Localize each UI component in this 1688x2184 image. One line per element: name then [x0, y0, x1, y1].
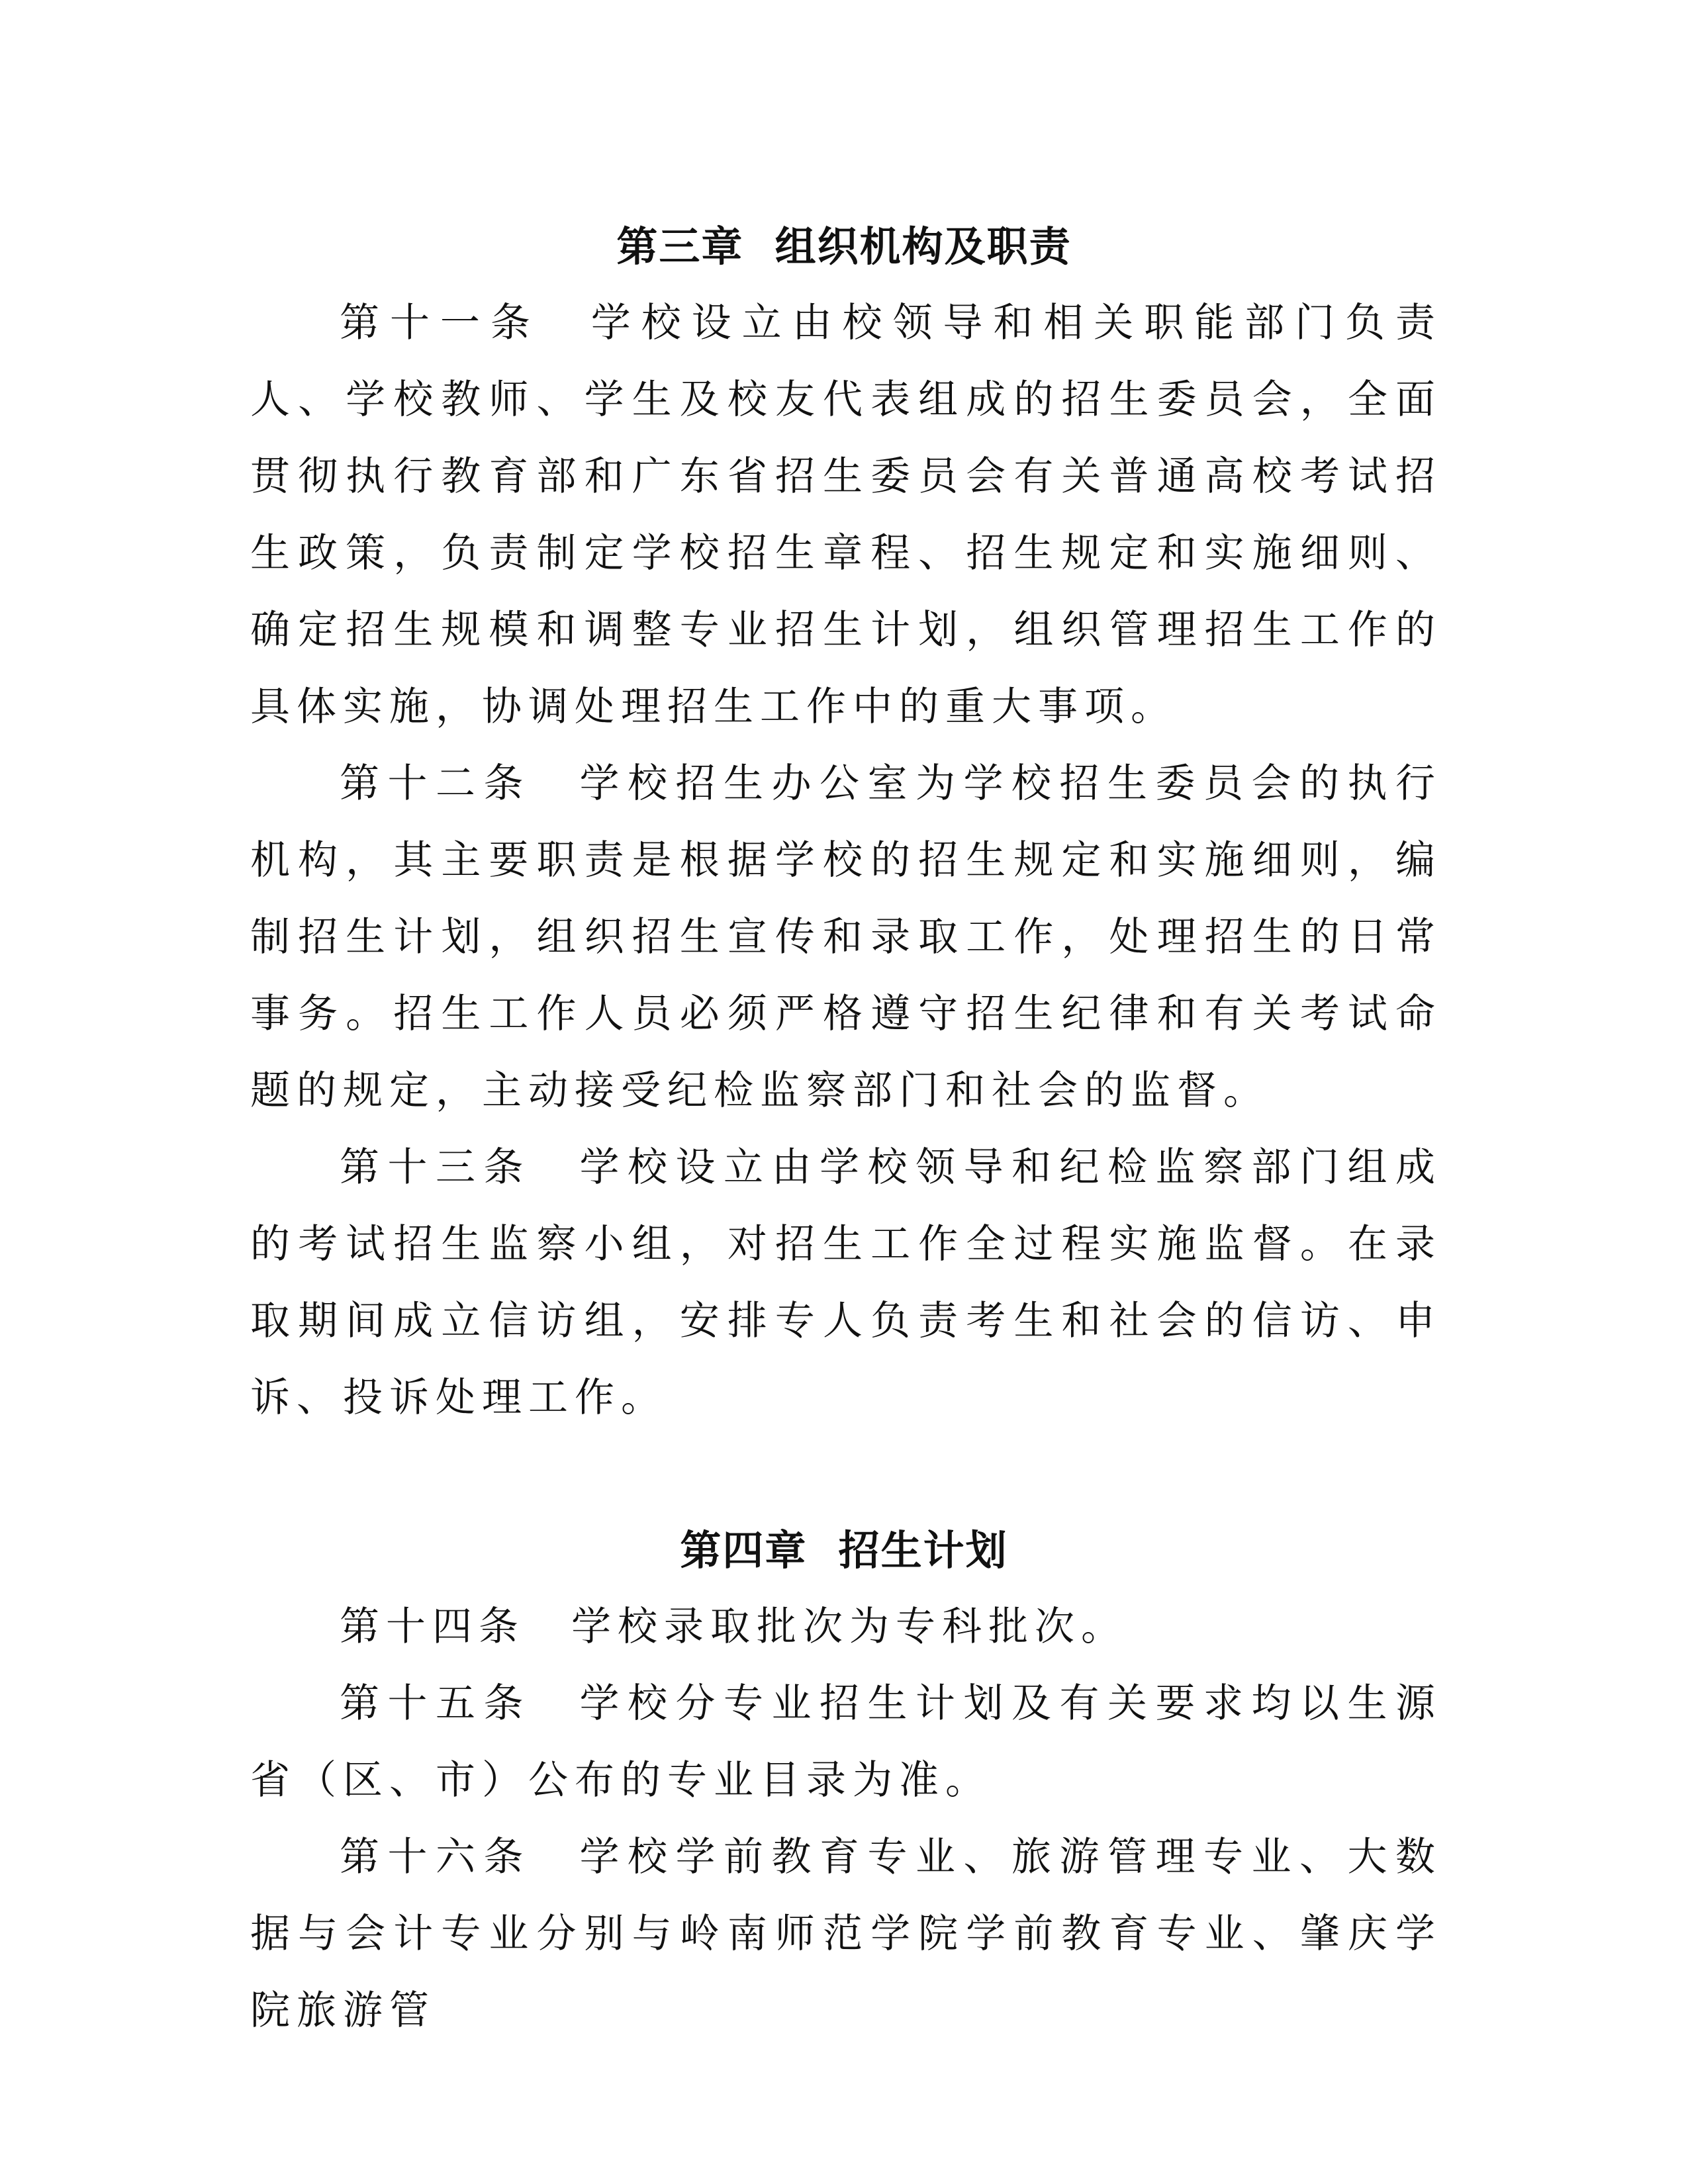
article-number: 第十一条	[340, 300, 541, 346]
article-number: 第十三条	[340, 1144, 532, 1191]
article-number: 第十六条	[340, 1834, 532, 1880]
article-text: 学校录取批次为专科批次。	[571, 1604, 1127, 1650]
chapter-3-body	[250, 285, 1442, 1436]
article-15	[250, 1665, 1442, 1819]
article-number: 第十五条	[340, 1680, 532, 1727]
chapter-4-body	[250, 1588, 1442, 2049]
article-text: 学校学前教育专业、旅游管理专业、大数据与会计专业分别与岭南师范学院学前教育专业、肇庆学院旅游管	[250, 1834, 1442, 2034]
article-13	[250, 1129, 1442, 1436]
article-number: 第十四条	[340, 1604, 525, 1650]
article-14	[250, 1588, 1442, 1665]
article-12	[250, 745, 1442, 1129]
chapter-4-title: 第四章 招生计划	[680, 1526, 1008, 1574]
chapter-3-title: 第三章 组织机构及职责	[616, 222, 1072, 271]
article-11	[250, 285, 1442, 745]
article-text: 学校设立由学校领导和纪检监察部门组成的考试招生监察小组，对招生工作全过程实施监督。在录取期间成立信访组，安排专人负责考生和社会的信访、申诉、投诉处理工作。	[250, 1144, 1442, 1421]
article-text: 学校分专业招生计划及有关要求均以生源省（区、市）公布的专业目录为准。	[250, 1680, 1442, 1803]
article-number: 第十二条	[340, 760, 532, 807]
article-16	[250, 1819, 1442, 2049]
article-text: 学校设立由校领导和相关职能部门负责人、学校教师、学生及校友代表组成的招生委员会，全面贯彻执行教育部和广东省招生委员会有关普通高校考试招生政策，负责制定学校招生章程、招生规定和实施细则、确定招生规模和调整专业招生计划，组织管理招生工作的具体实施，协调处理招生工作中的重大事项。	[250, 300, 1442, 730]
article-text: 学校招生办公室为学校招生委员会的执行机构，其主要职责是根据学校的招生规定和实施细则，编制招生计划，组织招生宣传和录取工作，处理招生的日常事务。招生工作人员必须严格遵守招生纪律和有关考试命题的规定，主动接受纪检监察部门和社会的监督。	[250, 760, 1442, 1114]
